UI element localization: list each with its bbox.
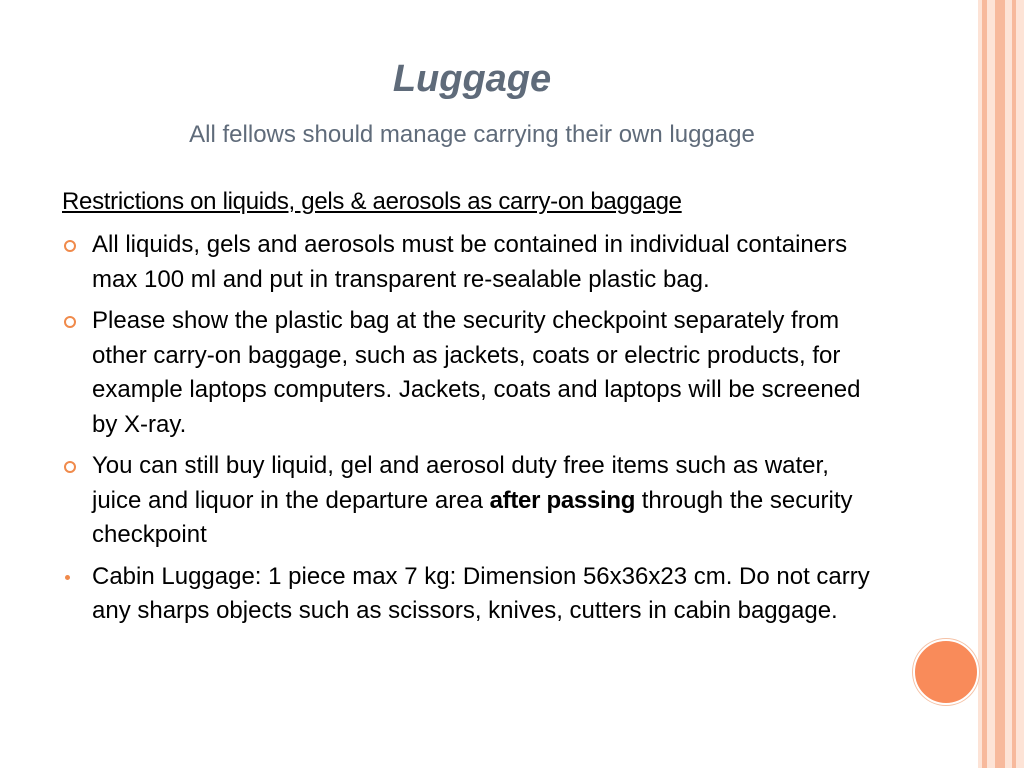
bullet-text-before: You can still buy liquid, gel and aerosol duty free items such as water, juice and liquor in the departure area (92, 452, 829, 514)
bullet-text: All liquids, gels and aerosols must be contained in individual containers max 100 ml and put in transparent re-sealable plastic bag. (92, 231, 848, 293)
slide-subtitle: All fellows should manage carrying their own luggage (189, 121, 755, 148)
bullet-text-bold: after passing (489, 486, 636, 514)
bullet-item (62, 449, 872, 553)
slide-title: Luggage (392, 58, 552, 100)
bullet-text: Cabin Luggage: 1 piece max 7 kg: Dimension 56x36x23 cm. Do not carry any sharps objects such as scissors, knives, cutters in cabin baggage. (92, 562, 870, 624)
bullet-list (62, 228, 872, 636)
stripe-accent-1 (982, 0, 987, 768)
stripe-accent-2 (995, 0, 1005, 768)
bullet-item (62, 304, 872, 442)
bullet-item (62, 228, 872, 297)
section-heading: Restrictions on liquids, gels & aerosols as carry-on baggage (62, 188, 682, 215)
bullet-dot-icon (65, 575, 70, 580)
decorative-circle (913, 639, 979, 705)
bullet-item (62, 560, 872, 629)
stripe-accent-3 (1012, 0, 1016, 768)
bullet-ring-icon (64, 240, 76, 252)
bullet-text-after: through the security checkpoint (92, 486, 853, 548)
bullet-ring-icon (64, 461, 76, 473)
bullet-ring-icon (64, 316, 76, 328)
bullet-text: Please show the plastic bag at the security checkpoint separately from other carry-on baggage, such as jackets, coats or electric products, for example laptops computers. Jackets, coats and laptops will be screened by X-ray. (92, 307, 861, 438)
